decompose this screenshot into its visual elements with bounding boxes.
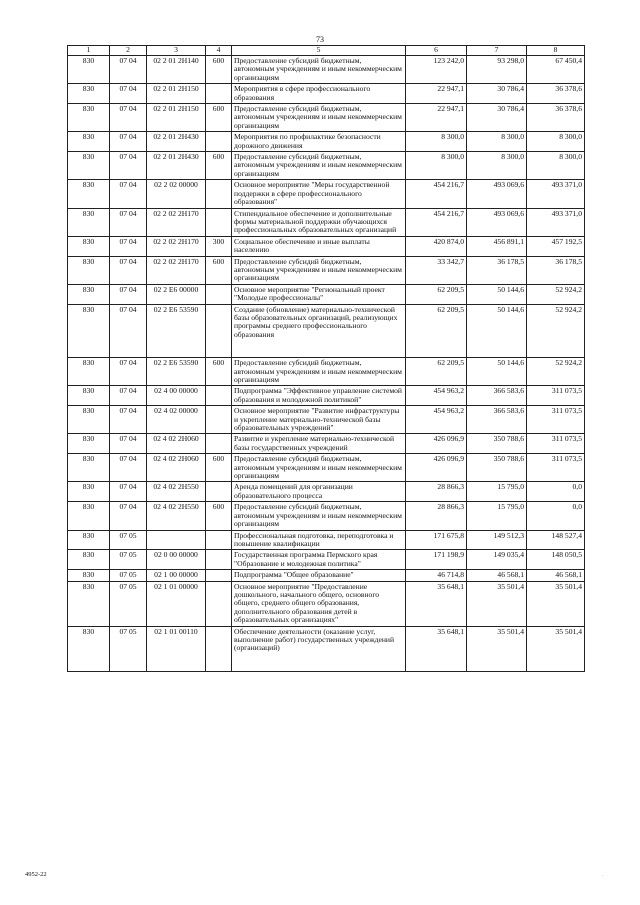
description-cell: Предоставление субсидий бюджетным, автономным учреждениям и иным некоммерческим организациям bbox=[232, 104, 406, 132]
amount-cell-year1: 62 209,5 bbox=[406, 358, 467, 386]
amount-cell-year3: 493 371,0 bbox=[527, 180, 585, 208]
amount-cell-year3: 36 378,6 bbox=[527, 104, 585, 132]
target-article-cell: 02 1 01 00110 bbox=[147, 626, 206, 671]
section-code-cell: 07 04 bbox=[110, 208, 147, 236]
description-cell: Основное мероприятие "Региональный проект "Молодые профессионалы" bbox=[232, 284, 406, 304]
amount-cell-year1: 426 096,9 bbox=[406, 434, 467, 454]
amount-cell-year2: 36 178,5 bbox=[467, 256, 527, 284]
amount-cell-year3: 36 378,6 bbox=[527, 84, 585, 104]
section-code-cell: 07 05 bbox=[110, 626, 147, 671]
chapter-code-cell: 830 bbox=[68, 570, 110, 581]
amount-cell-year3: 148 050,5 bbox=[527, 550, 585, 570]
target-article-cell: 02 2 01 2Н150 bbox=[147, 84, 206, 104]
amount-cell-year3: 35 501,4 bbox=[527, 626, 585, 671]
section-code-cell: 07 04 bbox=[110, 284, 147, 304]
amount-cell-year2: 50 144,6 bbox=[467, 304, 527, 358]
chapter-code-cell: 830 bbox=[68, 56, 110, 84]
expense-type-cell: 600 bbox=[206, 256, 232, 284]
amount-cell-year3: 148 527,4 bbox=[527, 530, 585, 550]
section-code-cell: 07 04 bbox=[110, 386, 147, 406]
target-article-cell: 02 2 Е6 53590 bbox=[147, 358, 206, 386]
section-code-cell: 07 04 bbox=[110, 104, 147, 132]
section-code-cell: 07 04 bbox=[110, 502, 147, 530]
amount-cell-year3: 0,0 bbox=[527, 482, 585, 502]
amount-cell-year1: 171 198,9 bbox=[406, 550, 467, 570]
section-code-cell: 07 04 bbox=[110, 358, 147, 386]
description-cell: Основное мероприятие "Развитие инфраструктуры и укрепление материально-технической базы образовательных учреждений" bbox=[232, 406, 406, 434]
expense-type-cell: 600 bbox=[206, 152, 232, 180]
amount-cell-year1: 171 675,8 bbox=[406, 530, 467, 550]
table-row bbox=[68, 502, 585, 530]
target-article-cell: 02 0 00 00000 bbox=[147, 550, 206, 570]
target-article-cell: 02 4 00 00000 bbox=[147, 386, 206, 406]
column-number: 8 bbox=[527, 46, 585, 56]
description-cell: Развитие и укрепление материально-технической базы государственных учреждений bbox=[232, 434, 406, 454]
description-cell: Предоставление субсидий бюджетным, автономным учреждениям и иным некоммерческим организациям bbox=[232, 502, 406, 530]
target-article-cell: 02 2 01 2Н430 bbox=[147, 152, 206, 180]
amount-cell-year3: 67 450,4 bbox=[527, 56, 585, 84]
amount-cell-year2: 8 300,0 bbox=[467, 152, 527, 180]
amount-cell-year2: 30 786,4 bbox=[467, 84, 527, 104]
table-row bbox=[68, 284, 585, 304]
table-row bbox=[68, 406, 585, 434]
description-cell: Подпрограмма "Эффективное управление системой образования и молодежной политикой" bbox=[232, 386, 406, 406]
amount-cell-year2: 8 300,0 bbox=[467, 132, 527, 152]
expense-type-cell: 300 bbox=[206, 236, 232, 256]
amount-cell-year2: 149 035,4 bbox=[467, 550, 527, 570]
chapter-code-cell: 830 bbox=[68, 434, 110, 454]
description-cell: Предоставление субсидий бюджетным, автономным учреждениям и иным некоммерческим организациям bbox=[232, 256, 406, 284]
target-article-cell: 02 1 01 00000 bbox=[147, 581, 206, 626]
description-cell: Основное мероприятие "Меры государственной поддержки в сфере профессионального образования" bbox=[232, 180, 406, 208]
expense-type-cell bbox=[206, 482, 232, 502]
expense-type-cell bbox=[206, 304, 232, 358]
chapter-code-cell: 830 bbox=[68, 482, 110, 502]
amount-cell-year2: 15 795,0 bbox=[467, 482, 527, 502]
expense-type-cell: 600 bbox=[206, 502, 232, 530]
expense-type-cell bbox=[206, 434, 232, 454]
description-cell: Мероприятия по профилактике безопасности дорожного движения bbox=[232, 132, 406, 152]
amount-cell-year2: 493 069,6 bbox=[467, 180, 527, 208]
amount-cell-year2: 30 786,4 bbox=[467, 104, 527, 132]
expense-type-cell bbox=[206, 180, 232, 208]
table-row bbox=[68, 132, 585, 152]
section-code-cell: 07 04 bbox=[110, 406, 147, 434]
section-code-cell: 07 04 bbox=[110, 236, 147, 256]
amount-cell-year3: 8 300,0 bbox=[527, 152, 585, 180]
section-code-cell: 07 05 bbox=[110, 581, 147, 626]
amount-cell-year2: 366 583,6 bbox=[467, 406, 527, 434]
amount-cell-year1: 46 714,8 bbox=[406, 570, 467, 581]
target-article-cell: 02 4 02 2Н550 bbox=[147, 482, 206, 502]
amount-cell-year3: 0,0 bbox=[527, 502, 585, 530]
target-article-cell: 02 2 02 2Н170 bbox=[147, 256, 206, 284]
amount-cell-year3: 311 073,5 bbox=[527, 454, 585, 482]
amount-cell-year3: 311 073,5 bbox=[527, 386, 585, 406]
amount-cell-year1: 8 300,0 bbox=[406, 152, 467, 180]
expense-type-cell bbox=[206, 132, 232, 152]
amount-cell-year1: 454 963,2 bbox=[406, 406, 467, 434]
amount-cell-year2: 366 583,6 bbox=[467, 386, 527, 406]
amount-cell-year2: 350 788,6 bbox=[467, 454, 527, 482]
amount-cell-year2: 93 298,0 bbox=[467, 56, 527, 84]
table-row bbox=[68, 570, 585, 581]
section-code-cell: 07 04 bbox=[110, 152, 147, 180]
amount-cell-year2: 456 891,1 bbox=[467, 236, 527, 256]
target-article-cell: 02 2 01 2Н140 bbox=[147, 56, 206, 84]
amount-cell-year3: 311 073,5 bbox=[527, 434, 585, 454]
table-row bbox=[68, 434, 585, 454]
section-code-cell: 07 04 bbox=[110, 434, 147, 454]
description-cell: Обеспечение деятельности (оказание услуг, выполнение работ) государственных учреждений (организаций) bbox=[232, 626, 406, 671]
table-row bbox=[68, 104, 585, 132]
chapter-code-cell: 830 bbox=[68, 208, 110, 236]
description-cell: Мероприятия в сфере профессионального образования bbox=[232, 84, 406, 104]
section-code-cell: 07 04 bbox=[110, 482, 147, 502]
amount-cell-year2: 493 069,6 bbox=[467, 208, 527, 236]
amount-cell-year3: 46 568,1 bbox=[527, 570, 585, 581]
description-cell: Предоставление субсидий бюджетным, автономным учреждениям и иным некоммерческим организациям bbox=[232, 152, 406, 180]
column-number-row bbox=[68, 46, 585, 56]
description-cell: Аренда помещений для организации образовательного процесса bbox=[232, 482, 406, 502]
description-cell: Создание (обновление) материально-технической базы образовательных организаций, реализующих программы среднего профессионального образования bbox=[232, 304, 406, 358]
section-code-cell: 07 04 bbox=[110, 304, 147, 358]
column-number: 5 bbox=[232, 46, 406, 56]
section-code-cell: 07 04 bbox=[110, 56, 147, 84]
table-row bbox=[68, 236, 585, 256]
chapter-code-cell: 830 bbox=[68, 386, 110, 406]
amount-cell-year2: 350 788,6 bbox=[467, 434, 527, 454]
amount-cell-year3: 311 073,5 bbox=[527, 406, 585, 434]
table-row bbox=[68, 304, 585, 358]
amount-cell-year1: 123 242,0 bbox=[406, 56, 467, 84]
budget-table bbox=[67, 45, 585, 672]
table-row bbox=[68, 581, 585, 626]
amount-cell-year2: 149 512,3 bbox=[467, 530, 527, 550]
section-code-cell: 07 04 bbox=[110, 454, 147, 482]
amount-cell-year3: 8 300,0 bbox=[527, 132, 585, 152]
page-number: 73 bbox=[316, 35, 324, 44]
amount-cell-year1: 28 866,3 bbox=[406, 482, 467, 502]
chapter-code-cell: 830 bbox=[68, 256, 110, 284]
expense-type-cell bbox=[206, 581, 232, 626]
amount-cell-year2: 46 568,1 bbox=[467, 570, 527, 581]
table-row bbox=[68, 152, 585, 180]
table-row bbox=[68, 84, 585, 104]
section-code-cell: 07 04 bbox=[110, 180, 147, 208]
chapter-code-cell: 830 bbox=[68, 626, 110, 671]
column-number: 3 bbox=[147, 46, 206, 56]
amount-cell-year2: 15 795,0 bbox=[467, 502, 527, 530]
expense-type-cell: 600 bbox=[206, 358, 232, 386]
chapter-code-cell: 830 bbox=[68, 454, 110, 482]
chapter-code-cell: 830 bbox=[68, 406, 110, 434]
amount-cell-year3: 35 501,4 bbox=[527, 581, 585, 626]
chapter-code-cell: 830 bbox=[68, 530, 110, 550]
description-cell: Основное мероприятие "Предоставление дошкольного, начального общего, основного общего, среднего общего образования, дополнительного образования детей в образовательных организациях" bbox=[232, 581, 406, 626]
amount-cell-year1: 22 947,1 bbox=[406, 104, 467, 132]
table-row bbox=[68, 550, 585, 570]
chapter-code-cell: 830 bbox=[68, 104, 110, 132]
description-cell: Социальное обеспечение и иные выплаты населению bbox=[232, 236, 406, 256]
chapter-code-cell: 830 bbox=[68, 236, 110, 256]
target-article-cell: 02 4 02 00000 bbox=[147, 406, 206, 434]
expense-type-cell bbox=[206, 406, 232, 434]
chapter-code-cell: 830 bbox=[68, 284, 110, 304]
target-article-cell: 02 4 02 2Н060 bbox=[147, 434, 206, 454]
target-article-cell: 02 2 02 00000 bbox=[147, 180, 206, 208]
amount-cell-year1: 28 866,3 bbox=[406, 502, 467, 530]
amount-cell-year1: 8 300,0 bbox=[406, 132, 467, 152]
section-code-cell: 07 05 bbox=[110, 550, 147, 570]
expense-type-cell bbox=[206, 550, 232, 570]
section-code-cell: 07 04 bbox=[110, 256, 147, 284]
chapter-code-cell: 830 bbox=[68, 358, 110, 386]
chapter-code-cell: 830 bbox=[68, 502, 110, 530]
amount-cell-year1: 35 648,1 bbox=[406, 626, 467, 671]
expense-type-cell bbox=[206, 530, 232, 550]
chapter-code-cell: 830 bbox=[68, 84, 110, 104]
expense-type-cell bbox=[206, 208, 232, 236]
description-cell: Подпрограмма "Общее образование" bbox=[232, 570, 406, 581]
description-cell: Государственная программа Пермского края "Образование и молодежная политика" bbox=[232, 550, 406, 570]
table-row bbox=[68, 256, 585, 284]
amount-cell-year1: 22 947,1 bbox=[406, 84, 467, 104]
chapter-code-cell: 830 bbox=[68, 581, 110, 626]
table-row bbox=[68, 386, 585, 406]
amount-cell-year3: 36 178,5 bbox=[527, 256, 585, 284]
expense-type-cell bbox=[206, 84, 232, 104]
chapter-code-cell: 830 bbox=[68, 304, 110, 358]
document-code: 4952-22 bbox=[25, 871, 47, 878]
table-row bbox=[68, 358, 585, 386]
expense-type-cell bbox=[206, 284, 232, 304]
expense-type-cell: 600 bbox=[206, 56, 232, 84]
section-code-cell: 07 04 bbox=[110, 84, 147, 104]
target-article-cell: 02 2 01 2Н150 bbox=[147, 104, 206, 132]
amount-cell-year1: 62 209,5 bbox=[406, 284, 467, 304]
target-article-cell: 02 1 00 00000 bbox=[147, 570, 206, 581]
column-number: 1 bbox=[68, 46, 110, 56]
section-code-cell: 07 05 bbox=[110, 530, 147, 550]
chapter-code-cell: 830 bbox=[68, 152, 110, 180]
chapter-code-cell: 830 bbox=[68, 550, 110, 570]
section-code-cell: 07 05 bbox=[110, 570, 147, 581]
amount-cell-year1: 426 096,9 bbox=[406, 454, 467, 482]
target-article-cell: 02 2 02 2Н170 bbox=[147, 208, 206, 236]
expense-type-cell: 600 bbox=[206, 104, 232, 132]
table-row bbox=[68, 208, 585, 236]
table-row bbox=[68, 626, 585, 671]
description-cell: Предоставление субсидий бюджетным, автономным учреждениям и иным некоммерческим организациям bbox=[232, 56, 406, 84]
amount-cell-year1: 33 342,7 bbox=[406, 256, 467, 284]
table-row bbox=[68, 482, 585, 502]
table-row bbox=[68, 180, 585, 208]
amount-cell-year1: 454 216,7 bbox=[406, 208, 467, 236]
section-code-cell: 07 04 bbox=[110, 132, 147, 152]
table-row bbox=[68, 530, 585, 550]
target-article-cell: 02 2 02 2Н170 bbox=[147, 236, 206, 256]
amount-cell-year3: 52 924,2 bbox=[527, 304, 585, 358]
description-cell: Предоставление субсидий бюджетным, автономным учреждениям и иным некоммерческим организациям bbox=[232, 454, 406, 482]
expense-type-cell bbox=[206, 626, 232, 671]
amount-cell-year2: 50 144,6 bbox=[467, 358, 527, 386]
chapter-code-cell: 830 bbox=[68, 132, 110, 152]
target-article-cell bbox=[147, 530, 206, 550]
amount-cell-year3: 52 924,2 bbox=[527, 358, 585, 386]
chapter-code-cell: 830 bbox=[68, 180, 110, 208]
amount-cell-year1: 35 648,1 bbox=[406, 581, 467, 626]
expense-type-cell bbox=[206, 386, 232, 406]
amount-cell-year3: 493 371,0 bbox=[527, 208, 585, 236]
expense-type-cell bbox=[206, 570, 232, 581]
description-cell: Предоставление субсидий бюджетным, автономным учреждениям и иным некоммерческим организациям bbox=[232, 358, 406, 386]
table-row bbox=[68, 454, 585, 482]
amount-cell-year1: 420 874,0 bbox=[406, 236, 467, 256]
target-article-cell: 02 2 Е6 53590 bbox=[147, 304, 206, 358]
amount-cell-year2: 35 501,4 bbox=[467, 626, 527, 671]
target-article-cell: 02 4 02 2Н060 bbox=[147, 454, 206, 482]
amount-cell-year3: 457 192,5 bbox=[527, 236, 585, 256]
target-article-cell: 02 2 01 2Н430 bbox=[147, 132, 206, 152]
table-row bbox=[68, 56, 585, 84]
amount-cell-year3: 52 924,2 bbox=[527, 284, 585, 304]
amount-cell-year1: 454 963,2 bbox=[406, 386, 467, 406]
description-cell: Стипендиальное обеспечение и дополнительные формы материальной поддержки обучающихся профессиональных образовательных организаций bbox=[232, 208, 406, 236]
expense-type-cell: 600 bbox=[206, 454, 232, 482]
table-body bbox=[68, 56, 585, 672]
target-article-cell: 02 4 02 2Н550 bbox=[147, 502, 206, 530]
amount-cell-year1: 62 209,5 bbox=[406, 304, 467, 358]
amount-cell-year2: 35 501,4 bbox=[467, 581, 527, 626]
target-article-cell: 02 2 Е6 00000 bbox=[147, 284, 206, 304]
description-cell: Профессиональная подготовка, переподготовка и повышение квалификации bbox=[232, 530, 406, 550]
column-number: 2 bbox=[110, 46, 147, 56]
scan-mark: · bbox=[602, 874, 604, 879]
column-number: 6 bbox=[406, 46, 467, 56]
column-number: 7 bbox=[467, 46, 527, 56]
amount-cell-year1: 454 216,7 bbox=[406, 180, 467, 208]
amount-cell-year2: 50 144,6 bbox=[467, 284, 527, 304]
column-number: 4 bbox=[206, 46, 232, 56]
